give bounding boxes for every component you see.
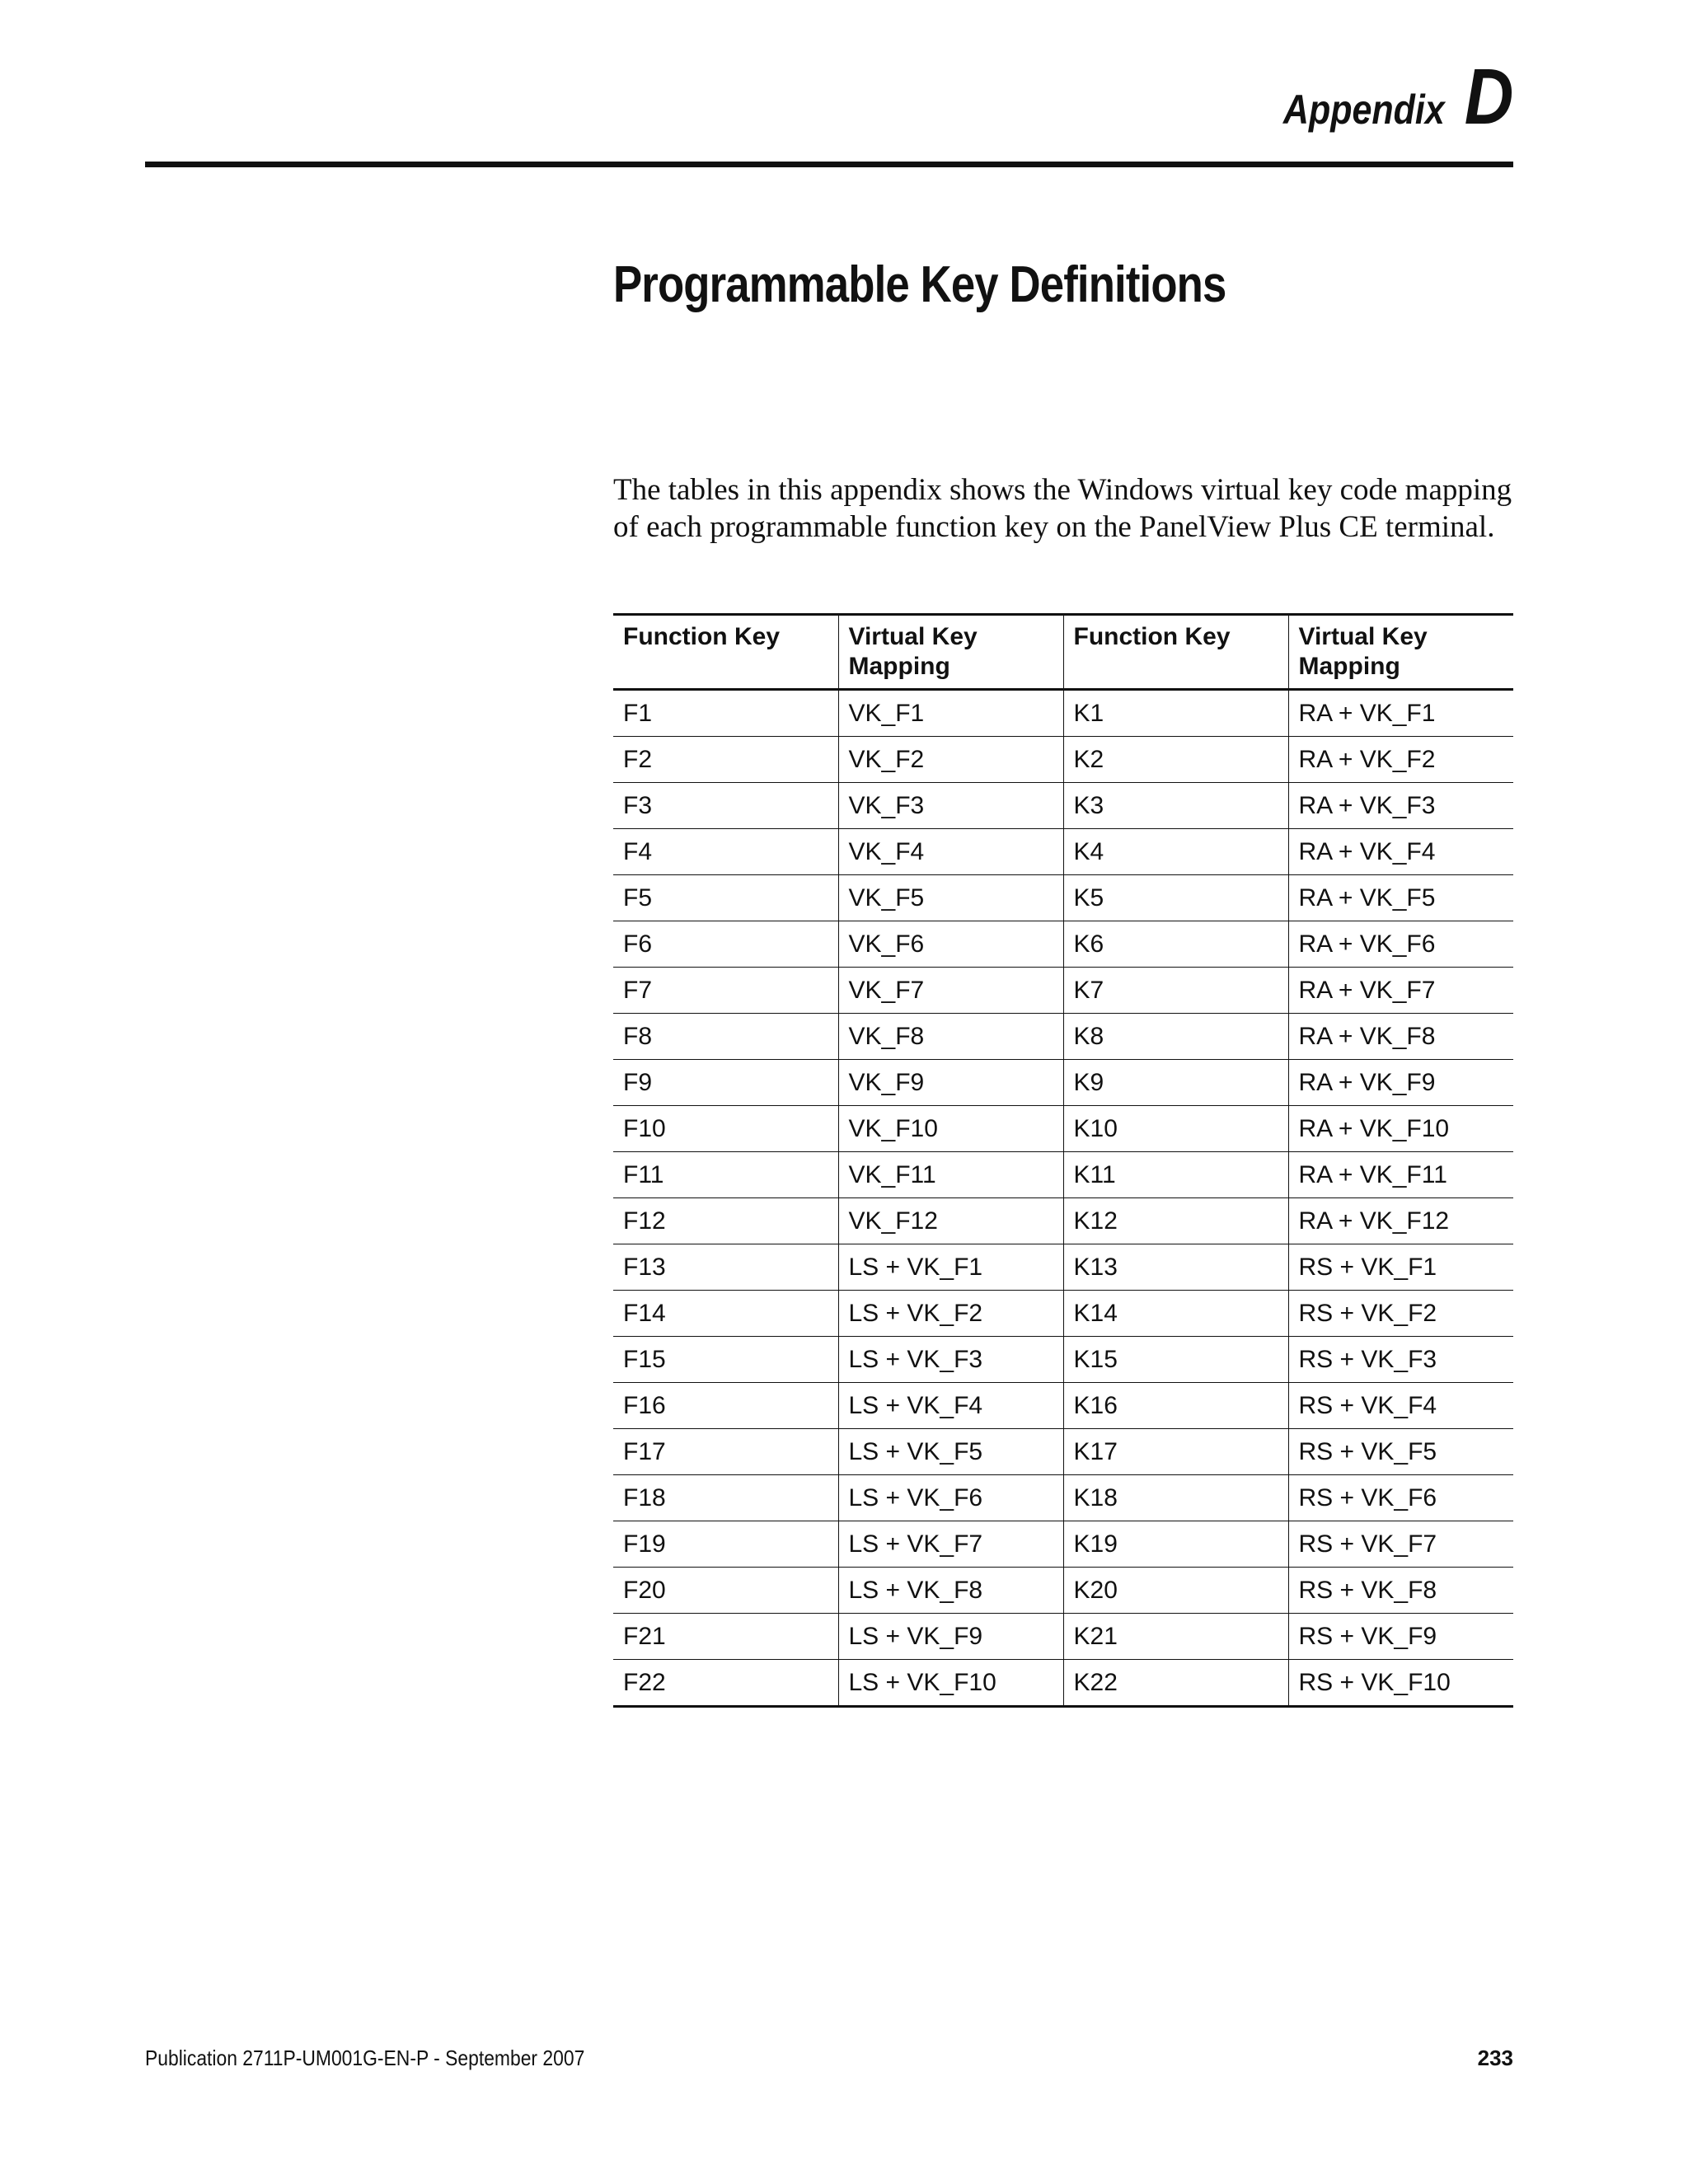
table-cell: LS + VK_F7	[838, 1521, 1063, 1568]
table-cell: F17	[613, 1429, 838, 1475]
table-cell: VK_F3	[838, 783, 1063, 829]
table-cell: F5	[613, 875, 838, 921]
table-cell: K7	[1063, 968, 1288, 1014]
table-cell: K2	[1063, 737, 1288, 783]
appendix-word: Appendix	[1282, 87, 1445, 133]
table-cell: RA + VK_F12	[1288, 1198, 1513, 1244]
table-cell: K18	[1063, 1475, 1288, 1521]
table-row	[613, 1660, 1513, 1707]
table-cell: K19	[1063, 1521, 1288, 1568]
table-cell: VK_F7	[838, 968, 1063, 1014]
table-cell: F8	[613, 1014, 838, 1060]
column-header: Virtual Key Mapping	[838, 615, 1063, 690]
table-cell: K14	[1063, 1291, 1288, 1337]
table-cell: F9	[613, 1060, 838, 1106]
table-cell: F21	[613, 1614, 838, 1660]
table-cell: F1	[613, 690, 838, 737]
column-header: Function Key	[623, 623, 781, 650]
table-cell: RS + VK_F10	[1288, 1660, 1513, 1707]
table-cell: F2	[613, 737, 838, 783]
table-cell: LS + VK_F5	[838, 1429, 1063, 1475]
table-cell: VK_F12	[838, 1198, 1063, 1244]
table-cell: LS + VK_F3	[838, 1337, 1063, 1383]
table-cell: VK_F10	[838, 1106, 1063, 1152]
table-row	[613, 968, 1513, 1014]
table-cell: RS + VK_F1	[1288, 1244, 1513, 1291]
table-row	[613, 1198, 1513, 1244]
table-cell: LS + VK_F6	[838, 1475, 1063, 1521]
table-body	[613, 690, 1513, 1707]
table-cell: K17	[1063, 1429, 1288, 1475]
table-row	[613, 737, 1513, 783]
table-cell: VK_F9	[838, 1060, 1063, 1106]
table-cell: RA + VK_F11	[1288, 1152, 1513, 1198]
table-row	[613, 1106, 1513, 1152]
table-row	[613, 1152, 1513, 1198]
table-cell: K10	[1063, 1106, 1288, 1152]
publication-footer: Publication 2711P-UM001G-EN-P - September 2007	[145, 2046, 585, 2070]
table-cell: LS + VK_F8	[838, 1568, 1063, 1614]
appendix-heading	[1257, 53, 1513, 141]
table-cell: VK_F8	[838, 1014, 1063, 1060]
table-cell: K5	[1063, 875, 1288, 921]
table-cell: K8	[1063, 1014, 1288, 1060]
table-cell: F15	[613, 1337, 838, 1383]
table-cell: VK_F11	[838, 1152, 1063, 1198]
table-cell: F4	[613, 829, 838, 875]
table-cell: RA + VK_F8	[1288, 1014, 1513, 1060]
table-row	[613, 1429, 1513, 1475]
table-cell: K20	[1063, 1568, 1288, 1614]
table-cell: F18	[613, 1475, 838, 1521]
table-cell: RA + VK_F7	[1288, 968, 1513, 1014]
table-cell: RA + VK_F6	[1288, 921, 1513, 968]
table-row	[613, 1337, 1513, 1383]
table-row	[613, 1383, 1513, 1429]
column-header: Virtual Key Mapping	[1288, 615, 1513, 690]
header-rule	[145, 162, 1513, 167]
table-cell: F14	[613, 1291, 838, 1337]
table-row	[613, 1614, 1513, 1660]
table-row	[613, 1291, 1513, 1337]
table-row	[613, 1014, 1513, 1060]
table-row	[613, 1475, 1513, 1521]
table-row	[613, 829, 1513, 875]
table-cell: RS + VK_F9	[1288, 1614, 1513, 1660]
table-cell: K9	[1063, 1060, 1288, 1106]
table-cell: LS + VK_F2	[838, 1291, 1063, 1337]
table-cell: F12	[613, 1198, 838, 1244]
table-cell: F16	[613, 1383, 838, 1429]
table-cell: RA + VK_F10	[1288, 1106, 1513, 1152]
table-cell: K1	[1063, 690, 1288, 737]
table-cell: K15	[1063, 1337, 1288, 1383]
table-cell: F22	[613, 1660, 838, 1707]
table-cell: RA + VK_F5	[1288, 875, 1513, 921]
table-cell: VK_F6	[838, 921, 1063, 968]
table-row	[613, 690, 1513, 737]
table-cell: RS + VK_F3	[1288, 1337, 1513, 1383]
table-cell: VK_F5	[838, 875, 1063, 921]
table-cell: LS + VK_F9	[838, 1614, 1063, 1660]
table-cell: F3	[613, 783, 838, 829]
table-cell: F6	[613, 921, 838, 968]
table-cell: RA + VK_F9	[1288, 1060, 1513, 1106]
table-cell: RS + VK_F5	[1288, 1429, 1513, 1475]
table-cell: K6	[1063, 921, 1288, 968]
table-cell: K13	[1063, 1244, 1288, 1291]
column-header: Function Key	[1063, 615, 1288, 690]
table-cell: F20	[613, 1568, 838, 1614]
table-cell: RS + VK_F2	[1288, 1291, 1513, 1337]
key-definitions-table	[613, 613, 1513, 1708]
table-cell: RS + VK_F8	[1288, 1568, 1513, 1614]
table-cell: RA + VK_F1	[1288, 690, 1513, 737]
table-cell: K4	[1063, 829, 1288, 875]
table-row	[613, 1521, 1513, 1568]
table-cell: K11	[1063, 1152, 1288, 1198]
table-cell: K22	[1063, 1660, 1288, 1707]
table-cell: K3	[1063, 783, 1288, 829]
appendix-letter: D	[1464, 53, 1513, 141]
table-cell: RA + VK_F3	[1288, 783, 1513, 829]
table-row	[613, 783, 1513, 829]
table-cell: LS + VK_F10	[838, 1660, 1063, 1707]
table-cell: LS + VK_F4	[838, 1383, 1063, 1429]
page-title: Programmable Key Definitions	[613, 256, 1226, 313]
table-row	[613, 1568, 1513, 1614]
table-cell: RS + VK_F6	[1288, 1475, 1513, 1521]
table-row	[613, 1244, 1513, 1291]
table-row	[613, 875, 1513, 921]
table-cell: RS + VK_F7	[1288, 1521, 1513, 1568]
table-row	[613, 1060, 1513, 1106]
table-cell: RA + VK_F2	[1288, 737, 1513, 783]
table-cell: VK_F4	[838, 829, 1063, 875]
table-cell: RS + VK_F4	[1288, 1383, 1513, 1429]
table-cell: F11	[613, 1152, 838, 1198]
table-cell: K16	[1063, 1383, 1288, 1429]
table-cell: K12	[1063, 1198, 1288, 1244]
table-cell: K21	[1063, 1614, 1288, 1660]
table-cell: F19	[613, 1521, 838, 1568]
table-row	[613, 921, 1513, 968]
table-cell: F7	[613, 968, 838, 1014]
table-cell: LS + VK_F1	[838, 1244, 1063, 1291]
table-cell: VK_F1	[838, 690, 1063, 737]
table-cell: RA + VK_F4	[1288, 829, 1513, 875]
table-header-row	[613, 615, 1513, 690]
table-cell: F10	[613, 1106, 838, 1152]
intro-paragraph: The tables in this appendix shows the Windows virtual key code mapping of each programmable function key on the PanelView Plus CE terminal.	[613, 473, 1512, 544]
table-cell: VK_F2	[838, 737, 1063, 783]
table-cell: F13	[613, 1244, 838, 1291]
page-number: 233	[1477, 2046, 1513, 2070]
